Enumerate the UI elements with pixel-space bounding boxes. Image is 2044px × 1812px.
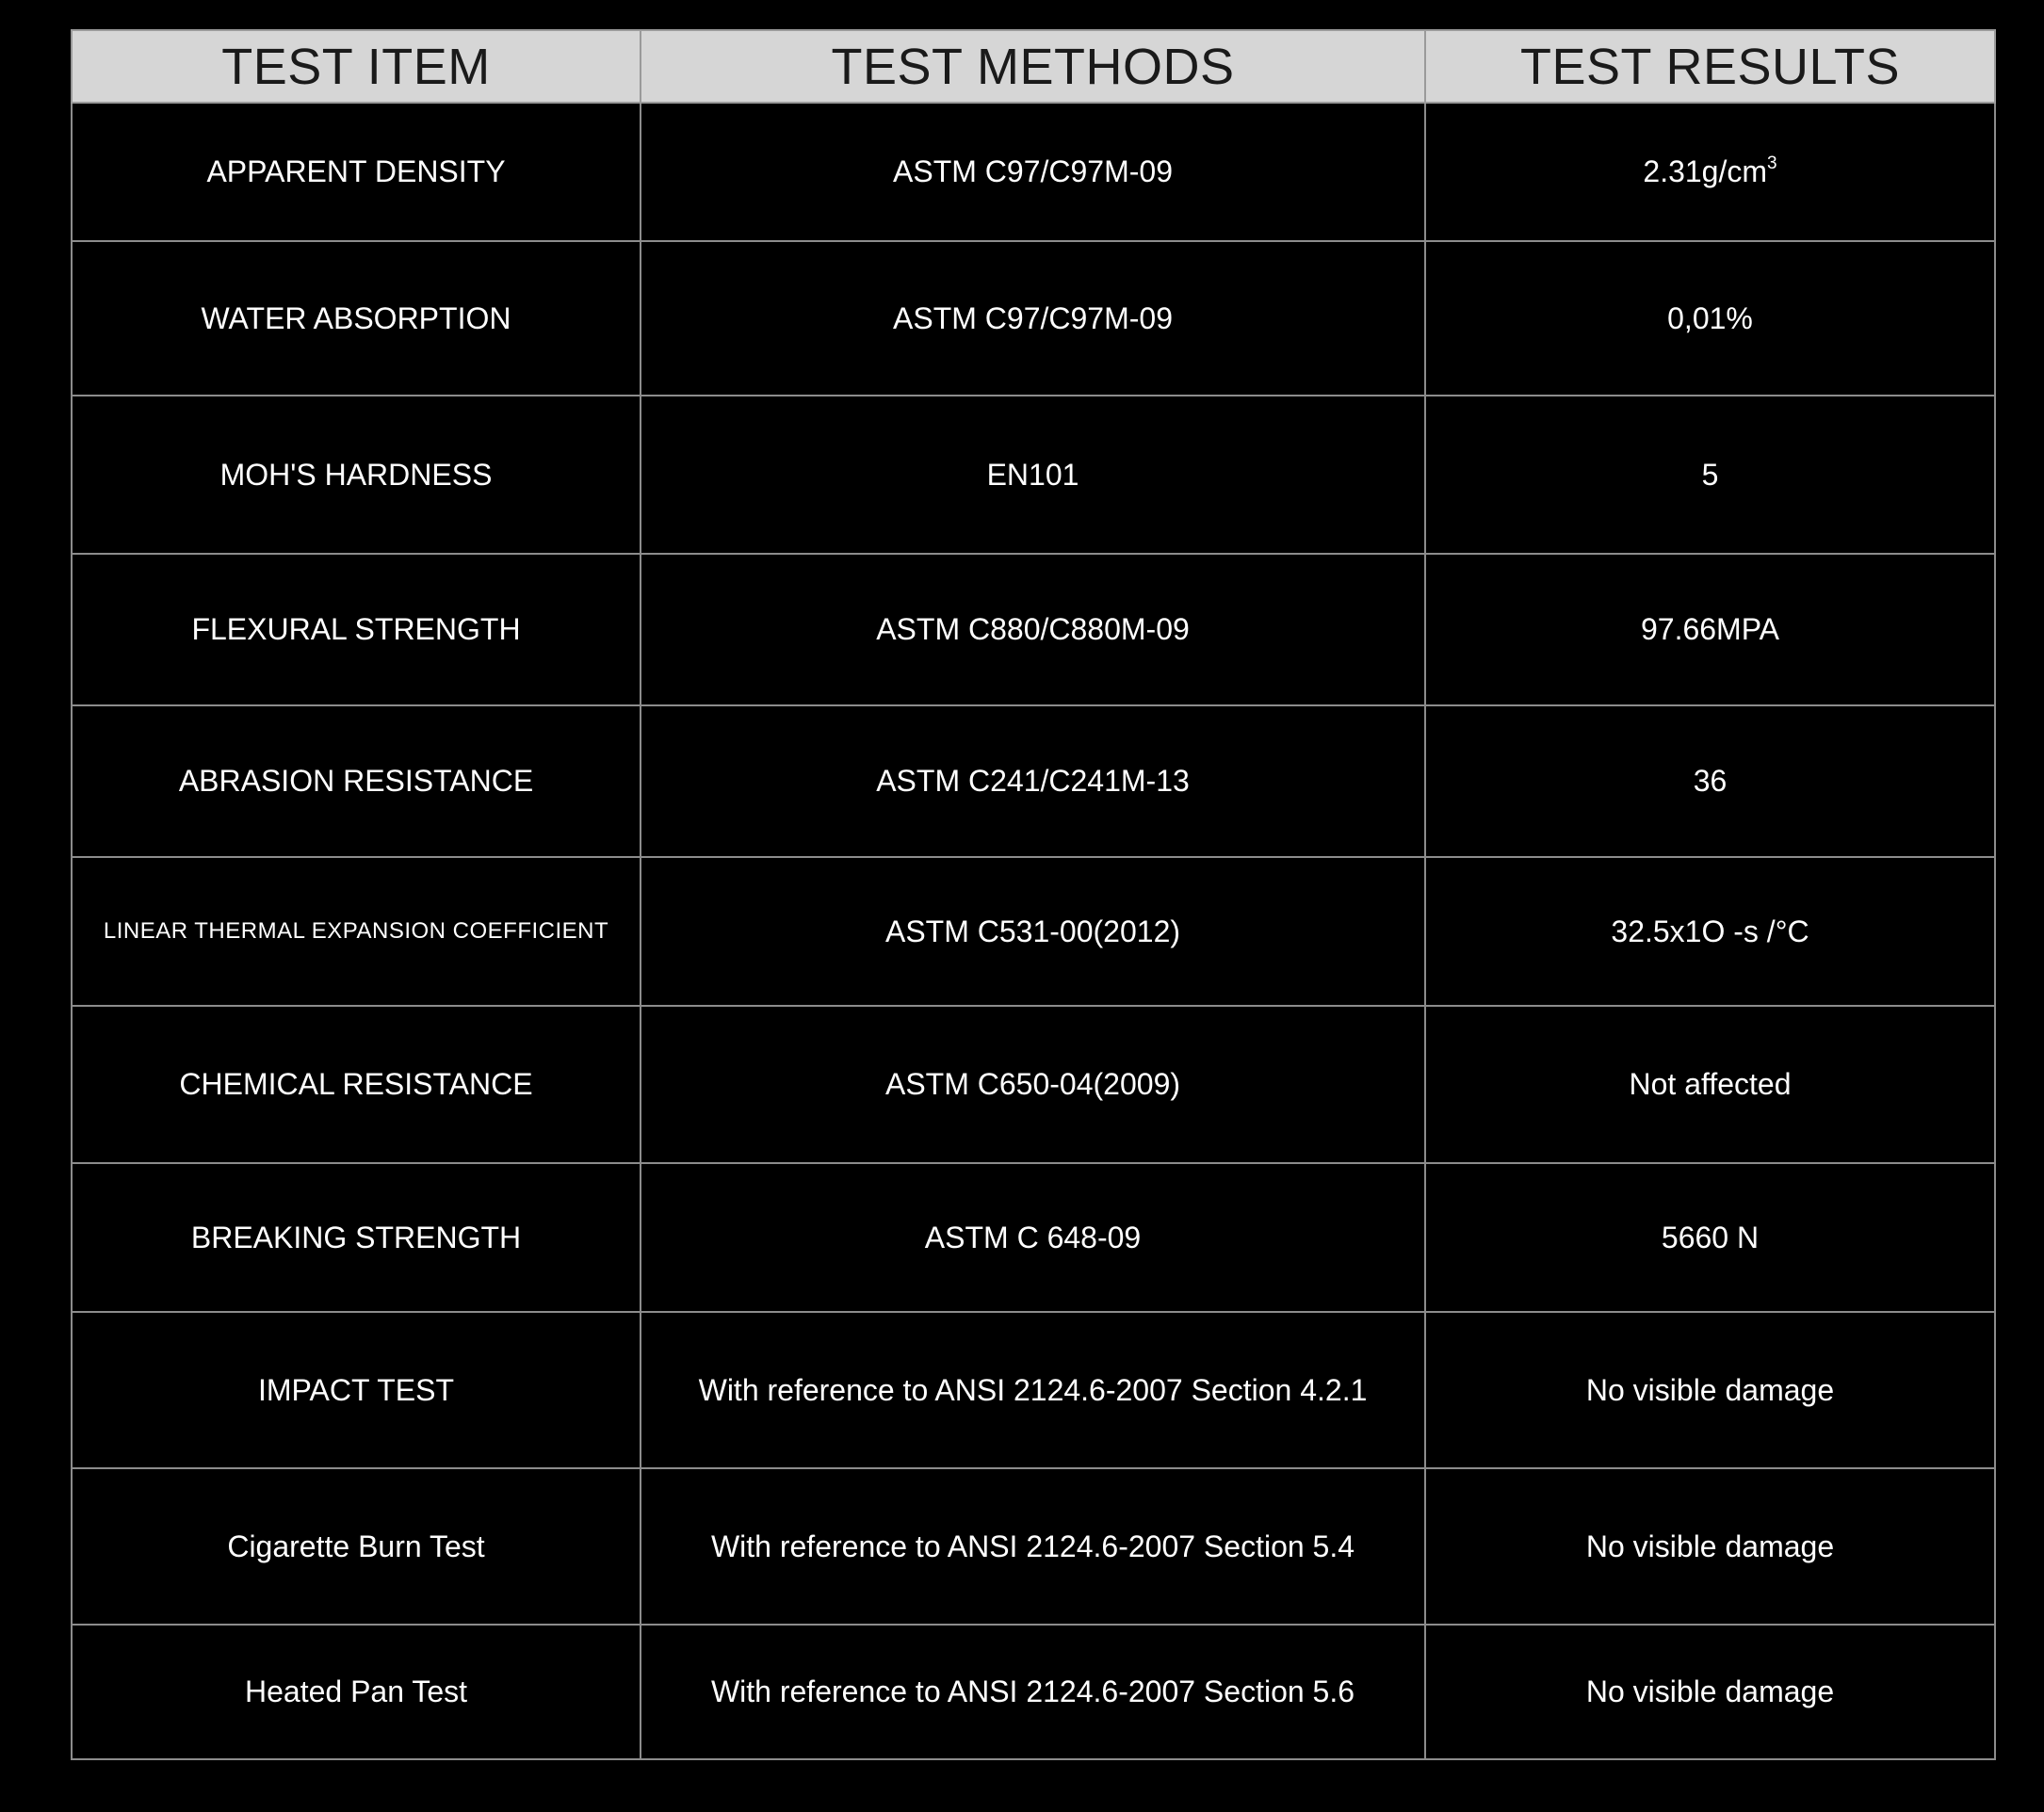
table-row — [72, 1468, 1995, 1625]
cell-test-result: 5660 N — [1425, 1163, 1995, 1312]
header-test-results: TEST RESULTS — [1425, 30, 1995, 103]
cell-test-item: Heated Pan Test — [72, 1625, 641, 1759]
cell-test-method: With reference to ANSI 2124.6-2007 Section 5.4 — [641, 1468, 1425, 1625]
table-row — [72, 103, 1995, 241]
cell-test-item: LINEAR THERMAL EXPANSION COEFFICIENT — [72, 857, 641, 1006]
table-row — [72, 1163, 1995, 1312]
table-row — [72, 554, 1995, 705]
table-row — [72, 1312, 1995, 1468]
cell-test-result: 5 — [1425, 396, 1995, 554]
table-row — [72, 396, 1995, 554]
header-test-methods: TEST METHODS — [641, 30, 1425, 103]
cell-test-method: ASTM C97/C97M-09 — [641, 241, 1425, 396]
table-header-row — [72, 30, 1995, 103]
cell-test-item: BREAKING STRENGTH — [72, 1163, 641, 1312]
cell-test-method: ASTM C650-04(2009) — [641, 1006, 1425, 1163]
cell-test-item: WATER ABSORPTION — [72, 241, 641, 396]
cell-test-result: 32.5x1O -s /°C — [1425, 857, 1995, 1006]
cell-test-method: ASTM C241/C241M-13 — [641, 705, 1425, 857]
header-test-item: TEST ITEM — [72, 30, 641, 103]
cell-test-result: 0,01% — [1425, 241, 1995, 396]
cell-test-result: No visible damage — [1425, 1625, 1995, 1759]
cell-test-result: No visible damage — [1425, 1312, 1995, 1468]
cell-test-method: ASTM C880/C880M-09 — [641, 554, 1425, 705]
cell-test-method: EN101 — [641, 396, 1425, 554]
cell-test-item: MOH'S HARDNESS — [72, 396, 641, 554]
table-row — [72, 241, 1995, 396]
table-row — [72, 857, 1995, 1006]
cell-test-result — [1425, 103, 1995, 241]
cell-test-item: Cigarette Burn Test — [72, 1468, 641, 1625]
table-row — [72, 1625, 1995, 1759]
cell-test-result: 36 — [1425, 705, 1995, 857]
table-row — [72, 705, 1995, 857]
cell-test-item: FLEXURAL STRENGTH — [72, 554, 641, 705]
cell-test-item: APPARENT DENSITY — [72, 103, 641, 241]
cell-test-result: 97.66MPA — [1425, 554, 1995, 705]
cell-test-item: IMPACT TEST — [72, 1312, 641, 1468]
cell-test-method: With reference to ANSI 2124.6-2007 Section 4.2.1 — [641, 1312, 1425, 1468]
cell-test-result: Not affected — [1425, 1006, 1995, 1163]
test-results-table-container — [71, 29, 1994, 1760]
cell-test-item: CHEMICAL RESISTANCE — [72, 1006, 641, 1163]
test-results-table — [71, 29, 1996, 1760]
result-superscript: 3 — [1767, 154, 1777, 173]
cell-test-method: ASTM C97/C97M-09 — [641, 103, 1425, 241]
cell-test-result: No visible damage — [1425, 1468, 1995, 1625]
result-text: 2.31g/cm — [1643, 154, 1768, 188]
cell-test-method: With reference to ANSI 2124.6-2007 Section 5.6 — [641, 1625, 1425, 1759]
cell-test-method: ASTM C 648-09 — [641, 1163, 1425, 1312]
cell-test-item: ABRASION RESISTANCE — [72, 705, 641, 857]
table-row — [72, 1006, 1995, 1163]
cell-test-method: ASTM C531-00(2012) — [641, 857, 1425, 1006]
